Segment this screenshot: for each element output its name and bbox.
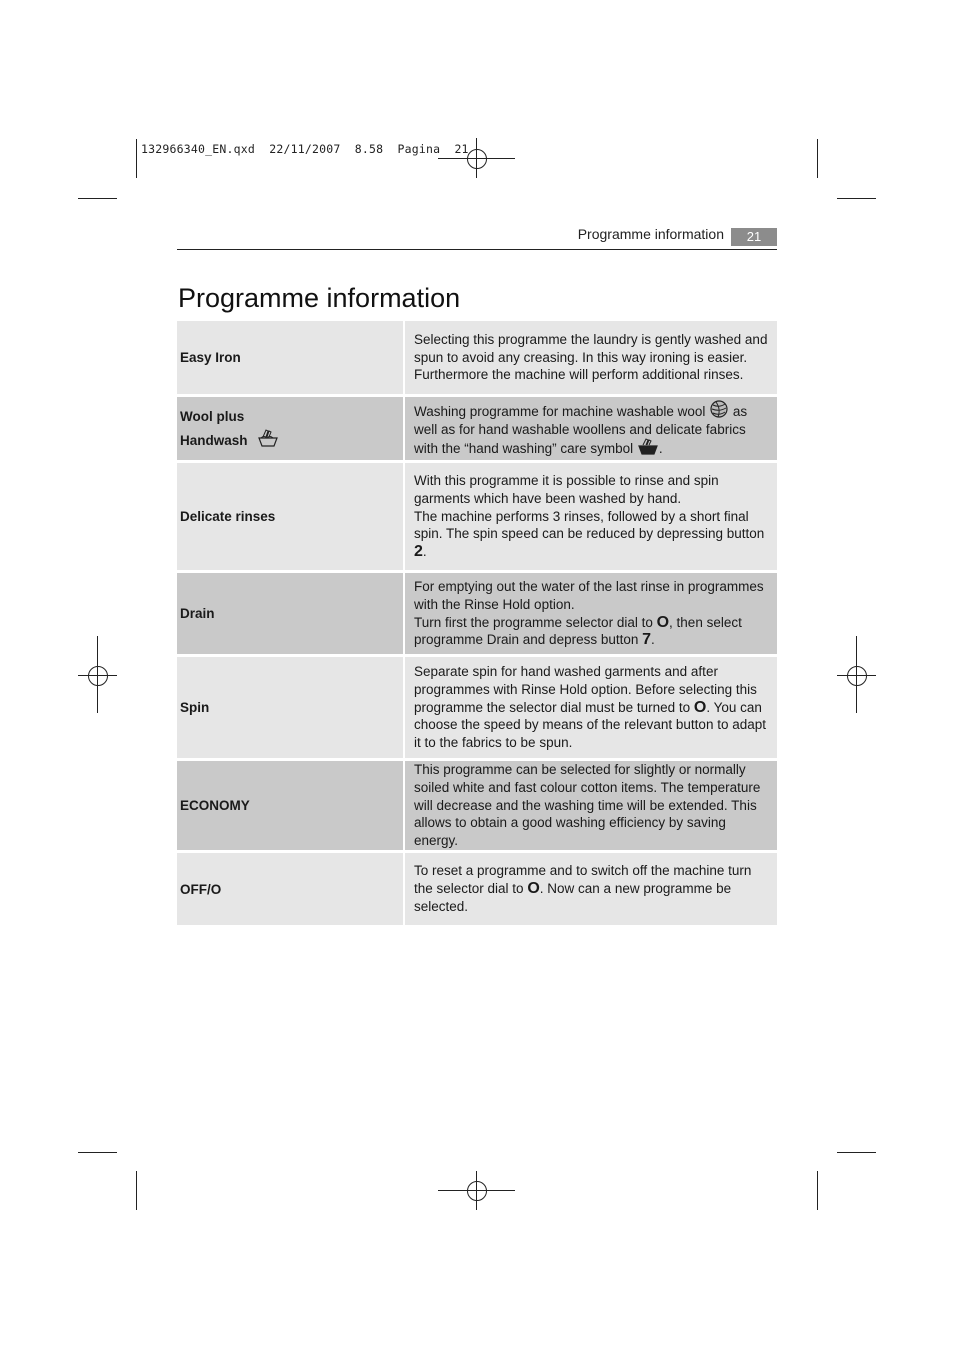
wool-ball-icon xyxy=(709,399,729,419)
programme-description: Washing programme for machine washable wool as well as for hand washable woollens and delicate fabrics with the “hand washing” care symbol . xyxy=(405,397,777,460)
programme-name: OFF/O xyxy=(177,853,403,925)
programme-name: Delicate rinses xyxy=(177,463,403,570)
programme-name: Wool plus Handwash xyxy=(177,397,403,460)
crop-mark xyxy=(837,198,876,199)
programme-name: Easy Iron xyxy=(177,321,403,394)
registration-circle xyxy=(88,666,108,686)
running-header: Programme information xyxy=(577,226,724,242)
crop-mark xyxy=(817,1171,818,1210)
crop-mark xyxy=(78,198,117,199)
programme-description: For emptying out the water of the last rinse in programmes with the Rinse Hold option. Turn first the programme selector dial to O, then select programme Drain and depress button 7. xyxy=(405,573,777,654)
programme-name: ECONOMY xyxy=(177,761,403,850)
programme-description: This programme can be selected for slightly or normally soiled white and fast colour cotton items. The temperature will decrease and the washing time will be extended. This allows to obtain a good washing efficiency by saving energy. xyxy=(405,761,777,850)
registration-circle xyxy=(467,1181,487,1201)
header-rule xyxy=(177,249,777,250)
table-row xyxy=(177,761,777,850)
programme-name: Drain xyxy=(177,573,403,654)
handwash-care-symbol-icon xyxy=(637,438,659,456)
page-title: Programme information xyxy=(178,283,461,313)
registration-circle xyxy=(847,666,867,686)
crop-mark xyxy=(136,1171,137,1210)
programme-table xyxy=(177,321,777,928)
programme-description: With this programme it is possible to rinse and spin garments which have been washed by hand. The machine performs 3 rinses, followed by a short final spin. The spin speed can be reduced by depressing button 2. xyxy=(405,463,777,570)
crop-mark xyxy=(817,139,818,178)
crop-mark xyxy=(78,1152,117,1153)
table-row xyxy=(177,463,777,570)
programme-description: To reset a programme and to switch off the machine turn the selector dial to O. Now can a new programme be selected. xyxy=(405,853,777,925)
table-row xyxy=(177,657,777,758)
crop-mark xyxy=(837,1152,876,1153)
table-row xyxy=(177,853,777,925)
registration-circle xyxy=(467,149,487,169)
programme-description: Selecting this programme the laundry is gently washed and spun to avoid any creasing. In this way ironing is easier. Furthermore the machine will perform additional rinses. xyxy=(405,321,777,394)
table-row xyxy=(177,573,777,654)
table-row xyxy=(177,397,777,460)
programme-description: Separate spin for hand washed garments and after programmes with Rinse Hold option. Before selecting this programme the selector dial must be turned to O. You can choose the speed by means of the relevant button to adapt it to the fabrics to be spun. xyxy=(405,657,777,758)
handwash-icon xyxy=(257,428,279,448)
table-row xyxy=(177,321,777,394)
print-slug: 132966340_EN.qxd 22/11/2007 8.58 Pagina 21 xyxy=(141,142,469,156)
crop-mark xyxy=(136,139,137,178)
page-number: 21 xyxy=(731,228,777,246)
programme-name: Spin xyxy=(177,657,403,758)
